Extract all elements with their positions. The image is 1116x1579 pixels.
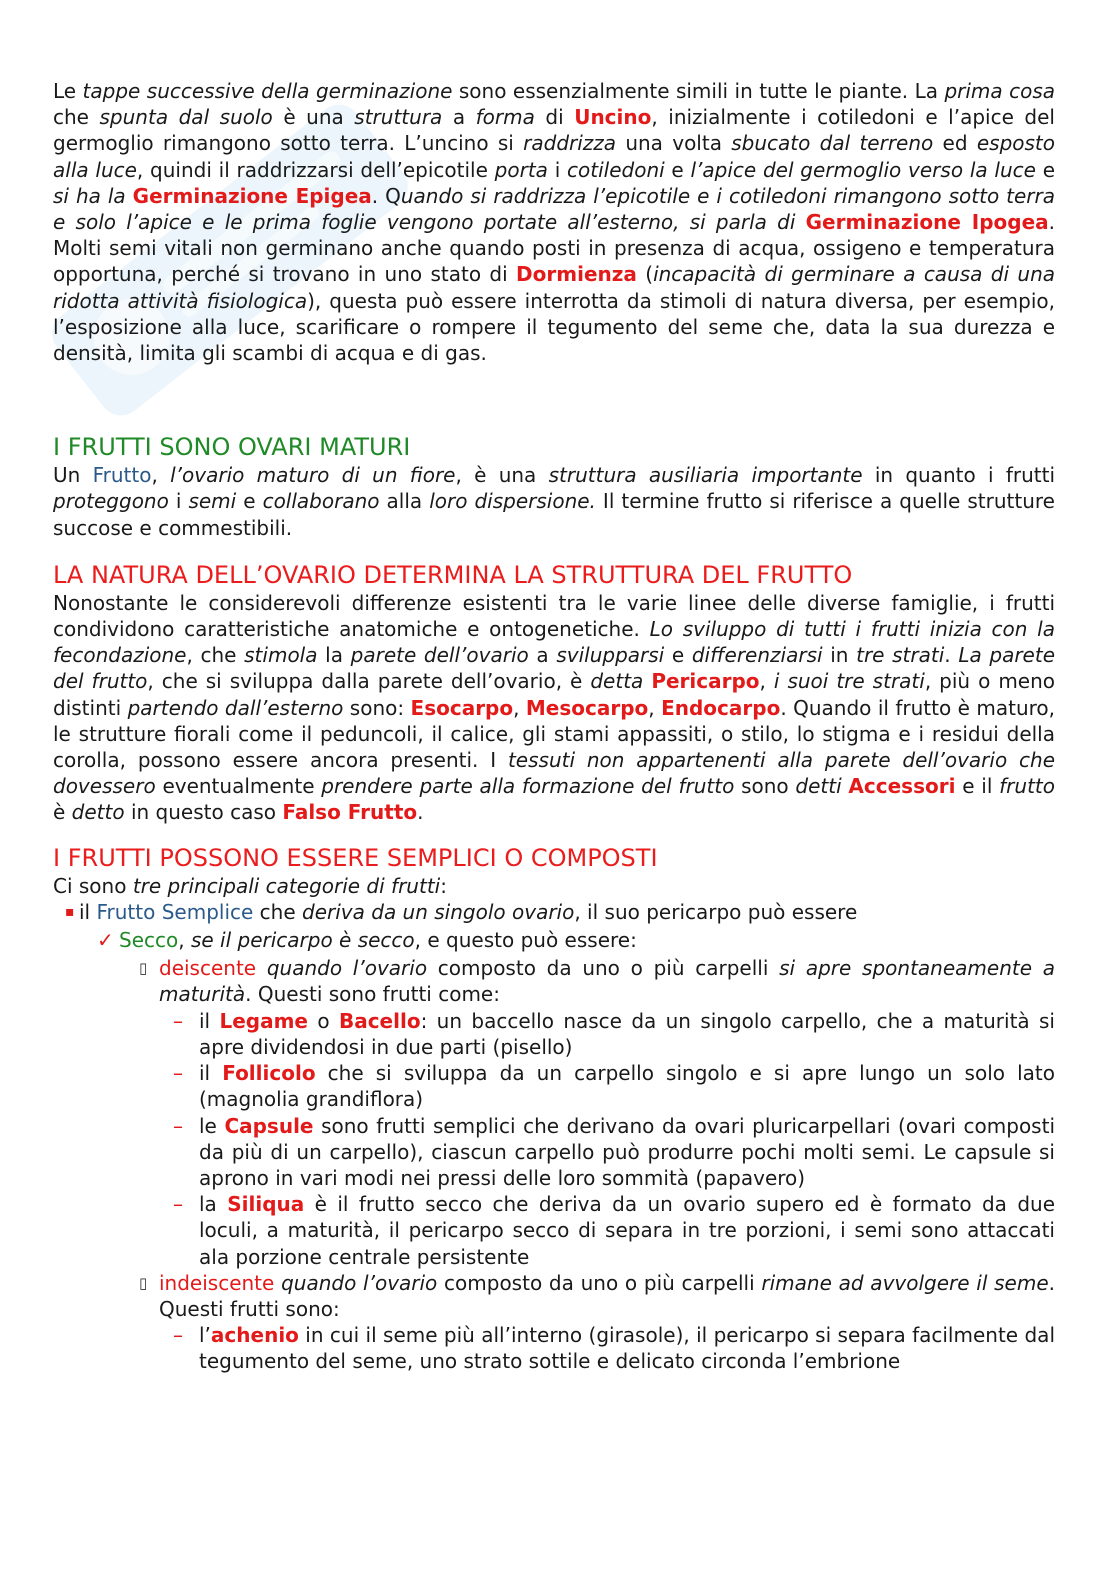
text-run: è — [53, 800, 72, 825]
term-capsule: Capsule — [224, 1113, 314, 1138]
text-run: quando l’ovario — [266, 956, 428, 981]
text-run: forma — [475, 105, 535, 130]
text-run: ed — [933, 131, 977, 156]
text-run: loro dispersione. — [429, 489, 596, 514]
text-run: ( — [636, 262, 654, 287]
dash-bullet-icon: – — [173, 1192, 183, 1217]
intro-paragraph — [53, 78, 1055, 366]
text-run: e — [664, 643, 692, 668]
text-run: le — [199, 1113, 225, 1138]
text-run: Ci sono — [53, 873, 133, 898]
text-run: si ha la — [53, 183, 126, 208]
text-run: alla — [379, 489, 430, 514]
list-item-indeiscente — [53, 1270, 1055, 1322]
text-run: sono essenzialmente simili in tutte le piante. La — [452, 79, 945, 103]
list-item-capsule — [53, 1113, 1055, 1192]
text-run: i — [168, 489, 189, 514]
document-page — [53, 78, 1055, 1375]
text-run: i — [547, 157, 568, 182]
text-run: proteggono — [53, 489, 169, 514]
term-dormienza: Dormienza — [516, 262, 637, 287]
text-run: La parete del frutto — [53, 643, 1055, 694]
text-run: spunta dal suolo — [99, 105, 273, 130]
list-item-deiscente — [53, 955, 1055, 1007]
text-run: in cui il seme più all’interno (girasole), il pericarpo si separa facilmente dal tegumento del seme, uno strato sottile e delicato circonda l’embrione — [199, 1323, 1055, 1374]
text-run: . Questi sono frutti come: — [245, 982, 500, 1007]
text-run: deriva da un singolo ovario — [302, 899, 575, 924]
text-run: Nonostante le considerevoli differenze esistenti tra le varie linee delle diverse famiglie, i frutti condividono caratteristiche anatomiche e ontogenetiche. — [53, 590, 1055, 642]
text-run: sono: — [343, 695, 411, 720]
list-item-legame — [53, 1008, 1055, 1060]
text-run: sono — [734, 774, 796, 799]
term-follicolo: Follicolo — [222, 1061, 316, 1086]
term-secco: Secco — [119, 928, 179, 953]
term-mesocarpo: Mesocarpo — [525, 695, 649, 720]
text-run: l’ovario maturo di un fiore — [170, 463, 456, 488]
text-run: struttura — [354, 105, 443, 130]
term-endocarpo: Endocarpo — [661, 695, 781, 720]
list-item-siliqua — [53, 1191, 1055, 1270]
text-run: uando si raddrizza l’epicotile e i cotiledoni rimangono sotto terra e solo l’apice e le prima foglie vengono portate all’esterno, si parla di — [53, 183, 1055, 235]
text-run: Un — [53, 463, 93, 488]
text-run: ), questa può essere interrotta da stimoli di natura diversa, per esempio, l’esposizione alla luce, scarificare o rompere il tegumento del seme che, data la sua durezza e densità, limita gli scambi di acqua e di gas. — [53, 288, 1056, 366]
dash-bullet-icon: – — [173, 1113, 183, 1138]
text-run: tre strati — [856, 643, 945, 668]
text-run: di — [534, 105, 575, 130]
text-run: se il pericarpo è secco — [190, 928, 415, 953]
term-germinazione-epigea: Germinazione Epigea — [132, 183, 372, 208]
text-run: . Quando il frutto è maturo, le strutture fiorali come il peduncoli, il calice, gli stami appassiti, o stilo, lo stigma e i residui della corolla, possono essere ancora presenti. I — [53, 695, 1056, 773]
text-run: composto da uno o più carpelli — [427, 956, 780, 981]
text-run: , — [513, 695, 526, 720]
text-run: è una — [272, 105, 355, 130]
text-run: prima cosa — [944, 79, 1056, 103]
text-run: . Q — [371, 183, 401, 208]
text-run: quando l’ovario — [281, 1270, 438, 1295]
text-run: Le — [53, 79, 83, 103]
text-run — [256, 956, 267, 980]
text-run: : — [440, 873, 447, 898]
term-accessori: Accessori — [848, 774, 956, 799]
term-siliqua: Siliqua — [227, 1192, 305, 1217]
text-run — [126, 184, 133, 208]
text-run: detti — [795, 774, 842, 799]
text-run: e — [664, 157, 691, 182]
text-run: l’ — [199, 1323, 211, 1348]
text-run: in questo caso — [124, 800, 283, 825]
term-uncino: Uncino — [574, 105, 652, 130]
text-run: incapacità di germinare a causa di una ridotta attività fisiologica — [53, 262, 1055, 313]
term-falso-frutto: Falso Frutto — [282, 800, 418, 825]
text-run: stimola — [244, 643, 318, 668]
term-pericarpo: Pericarpo — [651, 669, 760, 694]
text-run: in — [822, 643, 857, 668]
text-run: una volta — [616, 131, 732, 156]
text-run: in quanto i frutti — [862, 463, 1056, 488]
text-run: . Questi frutti sono: — [159, 1270, 1055, 1321]
dash-bullet-icon: – — [173, 1061, 183, 1086]
list-item-secco — [53, 927, 1055, 953]
text-run: : un baccello nasce da un singolo carpello, che a maturità si apre dividendosi in due parti (pisello) — [199, 1008, 1055, 1059]
term-esocarpo: Esocarpo — [410, 695, 514, 720]
categorie-intro — [53, 873, 1055, 899]
text-run: sono frutti semplici che derivano da ovari pluricarpellari (ovari composti da più di un carpello), ciascun carpello può produrre pochi molti semi. Le capsule si aprono in vari modi nei pressi delle loro sommità (papavero) — [199, 1113, 1056, 1190]
list-item-follicolo — [53, 1060, 1055, 1112]
text-run: la — [317, 643, 351, 668]
dash-bullet-icon: – — [173, 1008, 183, 1033]
text-run: e — [1035, 157, 1056, 182]
text-run: porta — [494, 157, 548, 182]
list-item-frutto-semplice — [53, 899, 1055, 925]
text-run: l’apice del germoglio verso la luce — [690, 157, 1036, 182]
text-run: differenziarsi — [691, 643, 823, 668]
text-run: a — [528, 643, 557, 668]
text-run: sbucato dal terreno — [731, 131, 934, 156]
text-run: si apre spontaneamente a maturità — [159, 956, 1055, 1007]
text-run: il — [199, 1008, 220, 1033]
box-bullet-icon: ▯ — [139, 1273, 148, 1292]
term-frutto-semplice: Frutto Semplice — [96, 899, 254, 924]
list-item-achenio — [53, 1322, 1055, 1374]
text-run: svilupparsi — [556, 643, 665, 668]
frutti-paragraph — [53, 462, 1055, 541]
text-run: Lo sviluppo di tutti i frutti inizia con la fecondazione — [53, 617, 1055, 668]
text-run: il — [199, 1061, 223, 1086]
heading-frutti-ovari: I FRUTTI SONO OVARI MATURI — [53, 433, 411, 462]
text-run: , quindi il raddrizzarsi dell’epicotile — [136, 157, 495, 182]
text-run: e il — [955, 774, 1000, 799]
dash-bullet-icon: – — [173, 1323, 183, 1348]
text-run: o — [308, 1008, 339, 1033]
term-germinazione-ipogea: Germinazione Ipogea — [805, 210, 1049, 235]
text-run: rimane ad avvolgere il seme — [761, 1270, 1049, 1295]
term-deiscente: deiscente — [159, 956, 257, 981]
text-run: Il termine frutto si riferisce a quelle strutture succose e commestibili. — [53, 489, 1055, 540]
checkmark-icon: ✓ — [97, 928, 114, 953]
text-run: prendere parte alla formazione del frutto — [321, 774, 735, 799]
text-run: il — [79, 899, 97, 924]
text-run: , che — [186, 643, 245, 668]
text-run: tessuti non appartenenti alla parete dell’ovario che dovessero — [53, 748, 1055, 799]
text-run: esposto alla luce — [53, 131, 1055, 182]
text-run: raddrizza — [523, 131, 617, 156]
text-run: . Molti semi vitali non germinano anche quando posti in presenza di acqua, ossigeno e temperatura opportuna, perché si trovano in uno stato di — [53, 210, 1055, 287]
text-run: parete dell’ovario — [350, 643, 529, 668]
text-run: struttura ausiliaria importante — [548, 463, 863, 488]
text-run: partendo dall’esterno — [127, 695, 344, 720]
text-run: composto da uno o più carpelli — [437, 1270, 762, 1295]
text-run: che — [253, 899, 303, 924]
square-bullet-icon: ▪ — [65, 903, 75, 920]
text-run: . — [417, 800, 424, 825]
term-achenio: achenio — [210, 1323, 299, 1348]
text-run: , è una — [455, 463, 549, 488]
text-run: semi — [188, 489, 237, 514]
text-run: , — [151, 463, 171, 488]
text-run: che si sviluppa da un carpello singolo e si apre lungo un solo lato (magnolia grandiflora) — [199, 1061, 1055, 1112]
text-run: , inizialmente i cotiledoni e l’apice del germoglio rimangono sotto terra. L’uncino si — [53, 105, 1055, 156]
text-run: tappe successive della germinazione — [82, 79, 453, 103]
text-run: , che si sviluppa dalla parete dell’ovario, è — [147, 669, 591, 694]
term-legame: Legame — [219, 1008, 308, 1033]
box-bullet-icon: ▯ — [139, 959, 148, 978]
text-run: . — [944, 643, 959, 668]
term-indeiscente: indeiscente — [159, 1270, 275, 1295]
text-run: , — [178, 928, 191, 953]
text-run: eventualmente — [155, 774, 322, 799]
text-run: , — [759, 669, 774, 694]
text-run: collaborano — [262, 489, 380, 514]
term-bacello: Bacello — [338, 1008, 421, 1033]
heading-natura-ovario: LA NATURA DELL’OVARIO DETERMINA LA STRUTTURA DEL FRUTTO — [53, 560, 853, 589]
text-run: e — [236, 489, 263, 514]
text-run: , e questo può essere: — [414, 928, 637, 953]
heading-semplici-composti: I FRUTTI POSSONO ESSERE SEMPLICI O COMPOSTI — [53, 843, 658, 872]
text-run: a — [442, 105, 476, 130]
text-run: che — [53, 105, 100, 130]
text-run: , — [648, 695, 662, 720]
text-run: è il frutto secco che deriva da un ovario supero ed è formato da due loculi, a maturità, il pericarpo secco di separa in tre porzioni, i semi sono attaccati ala porzione centrale persistente — [199, 1192, 1055, 1269]
text-run: , più o meno distinti — [53, 669, 1056, 720]
text-run: la — [199, 1192, 228, 1217]
text-run: cotiledoni — [567, 157, 665, 182]
term-frutto: Frutto — [92, 463, 152, 488]
text-run: tre principali categorie di frutti — [132, 873, 441, 898]
natura-paragraph — [53, 590, 1055, 826]
text-run: i suoi tre strati — [773, 669, 925, 694]
text-run: frutto — [999, 774, 1055, 799]
text-run: detta — [590, 669, 644, 694]
text-run: , il suo pericarpo può essere — [574, 899, 858, 924]
text-run: detto — [71, 800, 125, 825]
